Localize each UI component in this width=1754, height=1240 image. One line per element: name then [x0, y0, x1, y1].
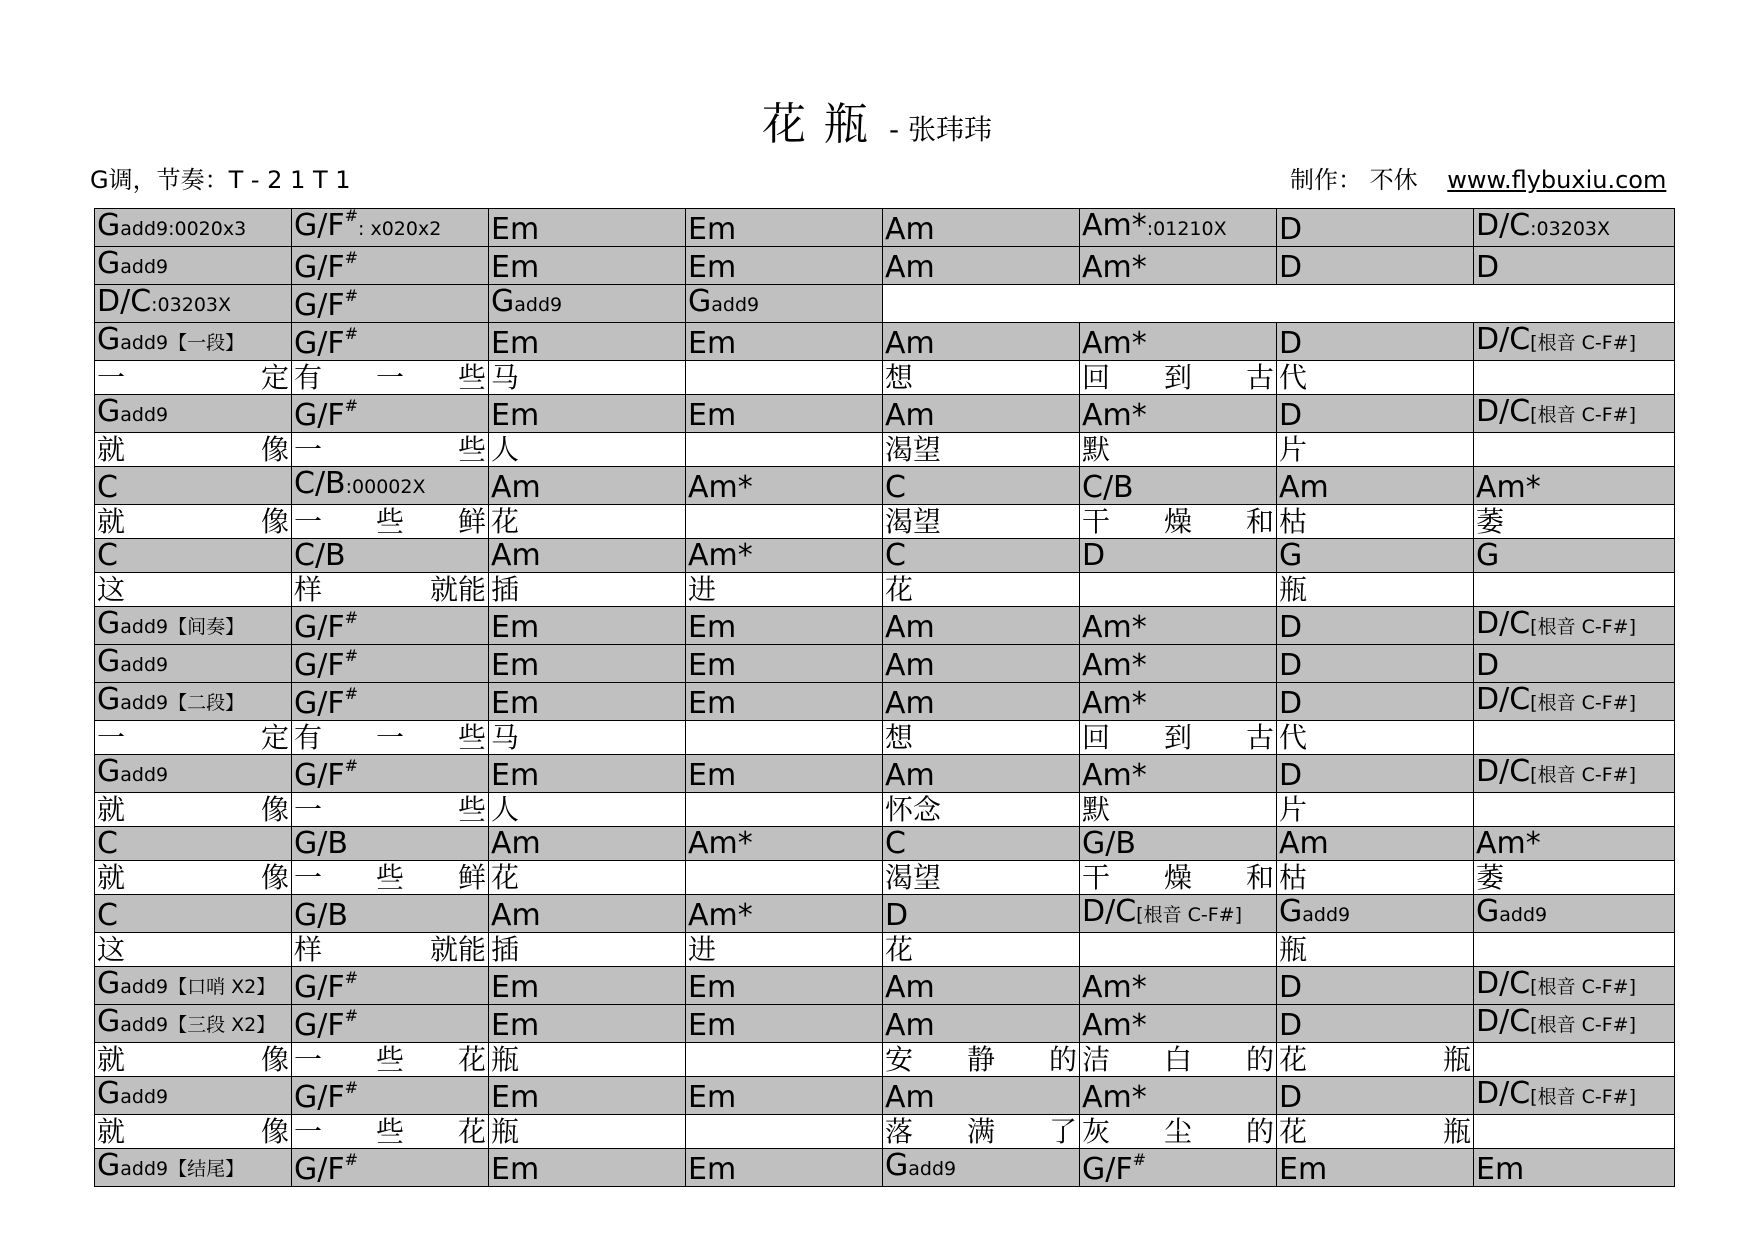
chord-row [95, 895, 1675, 933]
song-title: 花 瓶 [761, 99, 870, 150]
chord-cell: D [883, 895, 1080, 933]
lyric-cell: 干 燥 和 [1080, 505, 1277, 539]
lyric-cell: 一 些 花 [292, 1043, 489, 1077]
lyric-cell: 就 像 [95, 861, 292, 895]
chord-cell: D/C[根音 C-F#] [1474, 755, 1675, 793]
empty-cell [883, 285, 1675, 323]
chord-cell: G/B [292, 827, 489, 861]
chord-row [95, 827, 1675, 861]
chord-cell: G/F# [292, 395, 489, 433]
chord-cell: Em [489, 1005, 686, 1043]
chord-cell: Am* [1080, 1005, 1277, 1043]
chord-cell: Gadd9 [95, 1077, 292, 1115]
lyric-cell [686, 433, 883, 467]
chord-cell: D [1277, 323, 1474, 361]
chord-cell: Gadd9 [95, 755, 292, 793]
lyric-cell: 花 瓶 [1277, 1043, 1474, 1077]
chord-row [95, 209, 1675, 247]
chord-row [95, 395, 1675, 433]
chord-cell: Gadd9:0020x3 [95, 209, 292, 247]
chord-cell: G/B [1080, 827, 1277, 861]
chord-cell: Am [883, 967, 1080, 1005]
lyric-cell: 一 些 [292, 433, 489, 467]
chord-row [95, 683, 1675, 721]
chord-cell: D [1474, 645, 1675, 683]
chord-cell: G/F# [292, 755, 489, 793]
chord-cell: C [95, 895, 292, 933]
chord-cell: Em [686, 755, 883, 793]
chord-cell: Am [883, 607, 1080, 645]
chord-row [95, 539, 1675, 573]
lyric-cell: 样 就能 [292, 933, 489, 967]
chord-row [95, 1149, 1675, 1187]
chord-cell: Em [686, 1149, 883, 1187]
lyric-cell: 想 [883, 721, 1080, 755]
chord-cell: C/B [292, 539, 489, 573]
chord-row [95, 467, 1675, 505]
lyric-cell: 就 像 [95, 433, 292, 467]
chord-row [95, 247, 1675, 285]
lyric-cell: 一 定 [95, 721, 292, 755]
chord-cell: D/C[根音 C-F#] [1474, 323, 1675, 361]
lyric-cell [686, 505, 883, 539]
lyric-row [95, 573, 1675, 607]
lyric-cell [1474, 573, 1675, 607]
chord-cell: G/F# [292, 323, 489, 361]
chord-cell: Am [1277, 827, 1474, 861]
chord-cell: G/F# [292, 285, 489, 323]
chord-cell: Em [489, 209, 686, 247]
chord-cell: G/F# [292, 967, 489, 1005]
chord-cell: C [883, 539, 1080, 573]
lyric-row [95, 361, 1675, 395]
chord-cell: Am* [1474, 467, 1675, 505]
chord-cell: Gadd9【二段】 [95, 683, 292, 721]
chord-cell: Em [686, 247, 883, 285]
lyric-cell: 这 [95, 933, 292, 967]
chord-cell: Am* [1080, 645, 1277, 683]
chord-cell: Am [489, 539, 686, 573]
chord-cell: Am* [1080, 683, 1277, 721]
chord-cell: D [1277, 209, 1474, 247]
lyric-cell: 进 [686, 933, 883, 967]
chord-cell: D [1277, 645, 1474, 683]
chord-cell: Gadd9 [95, 395, 292, 433]
chord-cell: G/F# [1080, 1149, 1277, 1187]
lyric-row [95, 1043, 1675, 1077]
lyric-cell: 洁 白 的 [1080, 1043, 1277, 1077]
chord-cell: Am [489, 895, 686, 933]
lyric-cell [1474, 793, 1675, 827]
lyric-cell: 一 些 [292, 793, 489, 827]
chord-cell: Am*:01210X [1080, 209, 1277, 247]
lyric-cell: 就 像 [95, 1115, 292, 1149]
lyric-cell: 干 燥 和 [1080, 861, 1277, 895]
lyric-cell: 想 [883, 361, 1080, 395]
chord-cell: D/C[根音 C-F#] [1474, 1077, 1675, 1115]
chord-cell: Em [686, 607, 883, 645]
song-artist: - 张玮玮 [889, 113, 993, 146]
lyric-cell: 这 [95, 573, 292, 607]
chord-sheet-table [94, 208, 1675, 1187]
chord-cell: D [1277, 967, 1474, 1005]
lyric-cell: 代 [1277, 361, 1474, 395]
lyric-cell [1080, 933, 1277, 967]
chord-cell: Em [489, 967, 686, 1005]
chord-cell: Am [883, 645, 1080, 683]
chord-cell: D/C[根音 C-F#] [1474, 967, 1675, 1005]
chord-cell: Am* [1080, 607, 1277, 645]
chord-cell: Gadd9【三段 X2】 [95, 1005, 292, 1043]
lyric-cell: 枯 [1277, 505, 1474, 539]
chord-cell: Em [686, 645, 883, 683]
lyric-cell: 回 到 古 [1080, 361, 1277, 395]
lyric-cell: 就 像 [95, 505, 292, 539]
lyric-row [95, 933, 1675, 967]
chord-cell: Gadd9 [1474, 895, 1675, 933]
lyric-cell: 一 定 [95, 361, 292, 395]
chord-cell: Am* [1080, 247, 1277, 285]
chord-sheet-body [95, 209, 1675, 1187]
lyric-cell: 插 [489, 573, 686, 607]
chord-row [95, 755, 1675, 793]
lyric-cell: 马 [489, 721, 686, 755]
chord-cell: G/F# [292, 247, 489, 285]
chord-cell: Am [883, 1077, 1080, 1115]
lyric-cell: 瓶 [1277, 933, 1474, 967]
lyric-row [95, 433, 1675, 467]
chord-cell: Em [489, 395, 686, 433]
chord-cell: G/B [292, 895, 489, 933]
chord-cell: Am* [1080, 967, 1277, 1005]
chord-cell: Am* [686, 827, 883, 861]
lyric-row [95, 861, 1675, 895]
lyric-cell [1474, 721, 1675, 755]
lyric-cell: 落 满 了 [883, 1115, 1080, 1149]
chord-cell: Am [883, 247, 1080, 285]
chord-cell: Em [489, 1149, 686, 1187]
chord-cell: Am [883, 683, 1080, 721]
chord-cell: G/F# [292, 607, 489, 645]
chord-cell: D [1277, 1077, 1474, 1115]
chord-cell: D/C[根音 C-F#] [1474, 1005, 1675, 1043]
chord-cell: G/F# [292, 683, 489, 721]
chord-cell: Gadd9 [686, 285, 883, 323]
chord-row [95, 1077, 1675, 1115]
chord-cell: D [1474, 247, 1675, 285]
chord-cell: Am [883, 755, 1080, 793]
chord-cell: C [95, 827, 292, 861]
chord-cell: Em [489, 755, 686, 793]
chord-cell: D/C:03203X [95, 285, 292, 323]
lyric-cell: 花 [489, 505, 686, 539]
chord-cell: Am* [1080, 323, 1277, 361]
lyric-cell [1474, 433, 1675, 467]
lyric-cell: 花 [489, 861, 686, 895]
chord-cell: D [1277, 607, 1474, 645]
chord-cell: Am* [686, 539, 883, 573]
chord-cell: Em [489, 645, 686, 683]
lyric-cell: 瓶 [1277, 573, 1474, 607]
lyric-cell: 怀念 [883, 793, 1080, 827]
chord-cell: Em [489, 323, 686, 361]
chord-cell: Gadd9【口哨 X2】 [95, 967, 292, 1005]
lyric-cell: 安 静 的 [883, 1043, 1080, 1077]
lyric-cell: 萎 [1474, 861, 1675, 895]
lyric-cell: 有 一 些 [292, 721, 489, 755]
lyric-cell: 人 [489, 433, 686, 467]
chord-cell: Em [686, 209, 883, 247]
chord-cell: Gadd9 [489, 285, 686, 323]
chord-cell: Em [686, 323, 883, 361]
lyric-cell [1080, 573, 1277, 607]
chord-cell: Gadd9 [1277, 895, 1474, 933]
lyric-cell: 就 像 [95, 793, 292, 827]
chord-cell: Am [1277, 467, 1474, 505]
lyric-cell: 灰 尘 的 [1080, 1115, 1277, 1149]
chord-cell: G/F# [292, 1077, 489, 1115]
lyric-cell: 回 到 古 [1080, 721, 1277, 755]
chord-cell: Gadd9 [95, 645, 292, 683]
chord-cell: Em [1277, 1149, 1474, 1187]
chord-cell: D/C[根音 C-F#] [1474, 683, 1675, 721]
lyric-cell: 渴望 [883, 505, 1080, 539]
chord-cell: G [1277, 539, 1474, 573]
lyric-cell: 马 [489, 361, 686, 395]
chord-cell: Am [883, 323, 1080, 361]
chord-cell: Em [686, 395, 883, 433]
chord-cell: D/C:03203X [1474, 209, 1675, 247]
lyric-cell: 有 一 些 [292, 361, 489, 395]
lyric-cell [686, 861, 883, 895]
chord-cell: Am [489, 827, 686, 861]
chord-cell: Em [489, 247, 686, 285]
lyric-cell: 渴望 [883, 433, 1080, 467]
lyric-cell: 花 [883, 573, 1080, 607]
credit [1290, 160, 1666, 195]
lyric-cell: 瓶 [489, 1043, 686, 1077]
chord-row [95, 645, 1675, 683]
lyric-cell: 默 [1080, 793, 1277, 827]
chord-row [95, 323, 1675, 361]
chord-cell: Am* [686, 467, 883, 505]
lyric-cell: 花 瓶 [1277, 1115, 1474, 1149]
chord-cell: Am [883, 209, 1080, 247]
chord-cell: G/F#: x020x2 [292, 209, 489, 247]
chord-cell: Am* [1080, 755, 1277, 793]
chord-cell: G/F# [292, 1149, 489, 1187]
lyric-cell: 进 [686, 573, 883, 607]
chord-cell: G/F# [292, 645, 489, 683]
lyric-cell: 代 [1277, 721, 1474, 755]
lyric-row [95, 721, 1675, 755]
key-rhythm: G调，节奏：T - 2 1 T 1 [90, 166, 351, 194]
chord-row [95, 607, 1675, 645]
chord-cell: G [1474, 539, 1675, 573]
chord-cell: D [1277, 1005, 1474, 1043]
chord-cell: D/C[根音 C-F#] [1474, 607, 1675, 645]
chord-cell: Gadd9 [883, 1149, 1080, 1187]
lyric-cell [686, 793, 883, 827]
lyric-cell [1474, 361, 1675, 395]
chord-cell: Am* [1080, 395, 1277, 433]
lyric-cell: 一 些 花 [292, 1115, 489, 1149]
chord-cell: Gadd9【一段】 [95, 323, 292, 361]
chord-cell: C [95, 467, 292, 505]
chord-cell: D [1277, 683, 1474, 721]
chord-cell: Gadd9【结尾】 [95, 1149, 292, 1187]
chord-cell: C [95, 539, 292, 573]
credit-label: 制作： 不休 [1290, 166, 1418, 194]
chord-cell: D/C[根音 C-F#] [1080, 895, 1277, 933]
chord-cell: Em [686, 1005, 883, 1043]
chord-cell: Em [686, 683, 883, 721]
chord-cell: Am* [686, 895, 883, 933]
chord-cell: D [1277, 755, 1474, 793]
chord-cell: Em [686, 1077, 883, 1115]
chord-cell: Am [489, 467, 686, 505]
lyric-cell: 片 [1277, 793, 1474, 827]
lyric-cell [686, 721, 883, 755]
chord-cell: Em [489, 1077, 686, 1115]
lyric-cell: 渴望 [883, 861, 1080, 895]
lyric-cell [1474, 1115, 1675, 1149]
chord-cell: Am* [1080, 1077, 1277, 1115]
lyric-cell [1474, 933, 1675, 967]
chord-cell: Em [686, 967, 883, 1005]
lyric-row [95, 793, 1675, 827]
chord-row [95, 967, 1675, 1005]
lyric-cell [686, 361, 883, 395]
chord-cell: G/F# [292, 1005, 489, 1043]
lyric-cell: 就 像 [95, 1043, 292, 1077]
chord-cell: Am [883, 395, 1080, 433]
lyric-cell: 样 就能 [292, 573, 489, 607]
chord-cell: D/C[根音 C-F#] [1474, 395, 1675, 433]
lyric-cell: 插 [489, 933, 686, 967]
lyric-cell: 瓶 [489, 1115, 686, 1149]
chord-cell: C [883, 467, 1080, 505]
lyric-cell: 花 [883, 933, 1080, 967]
chord-cell: Gadd9 [95, 247, 292, 285]
chord-row [95, 285, 1675, 323]
chord-cell: C/B [1080, 467, 1277, 505]
chord-cell: Em [489, 607, 686, 645]
lyric-cell [686, 1115, 883, 1149]
chord-cell: Em [489, 683, 686, 721]
lyric-cell: 一 些 鲜 [292, 861, 489, 895]
lyric-cell [1474, 1043, 1675, 1077]
lyric-cell: 萎 [1474, 505, 1675, 539]
lyric-row [95, 1115, 1675, 1149]
lyric-cell: 枯 [1277, 861, 1474, 895]
lyric-cell: 一 些 鲜 [292, 505, 489, 539]
chord-cell: C/B:00002X [292, 467, 489, 505]
chord-cell: Am [883, 1005, 1080, 1043]
lyric-cell: 默 [1080, 433, 1277, 467]
lyric-cell: 片 [1277, 433, 1474, 467]
chord-cell: Em [1474, 1149, 1675, 1187]
chord-cell: D [1277, 395, 1474, 433]
website-link[interactable]: www.flybuxiu.com [1447, 166, 1667, 194]
chord-cell: Gadd9【间奏】 [95, 607, 292, 645]
lyric-cell [686, 1043, 883, 1077]
chord-cell: D [1080, 539, 1277, 573]
lyric-row [95, 505, 1675, 539]
chord-cell: D [1277, 247, 1474, 285]
chord-cell: C [883, 827, 1080, 861]
song-header [0, 88, 1754, 152]
lyric-cell: 人 [489, 793, 686, 827]
chord-cell: Am* [1474, 827, 1675, 861]
chord-row [95, 1005, 1675, 1043]
